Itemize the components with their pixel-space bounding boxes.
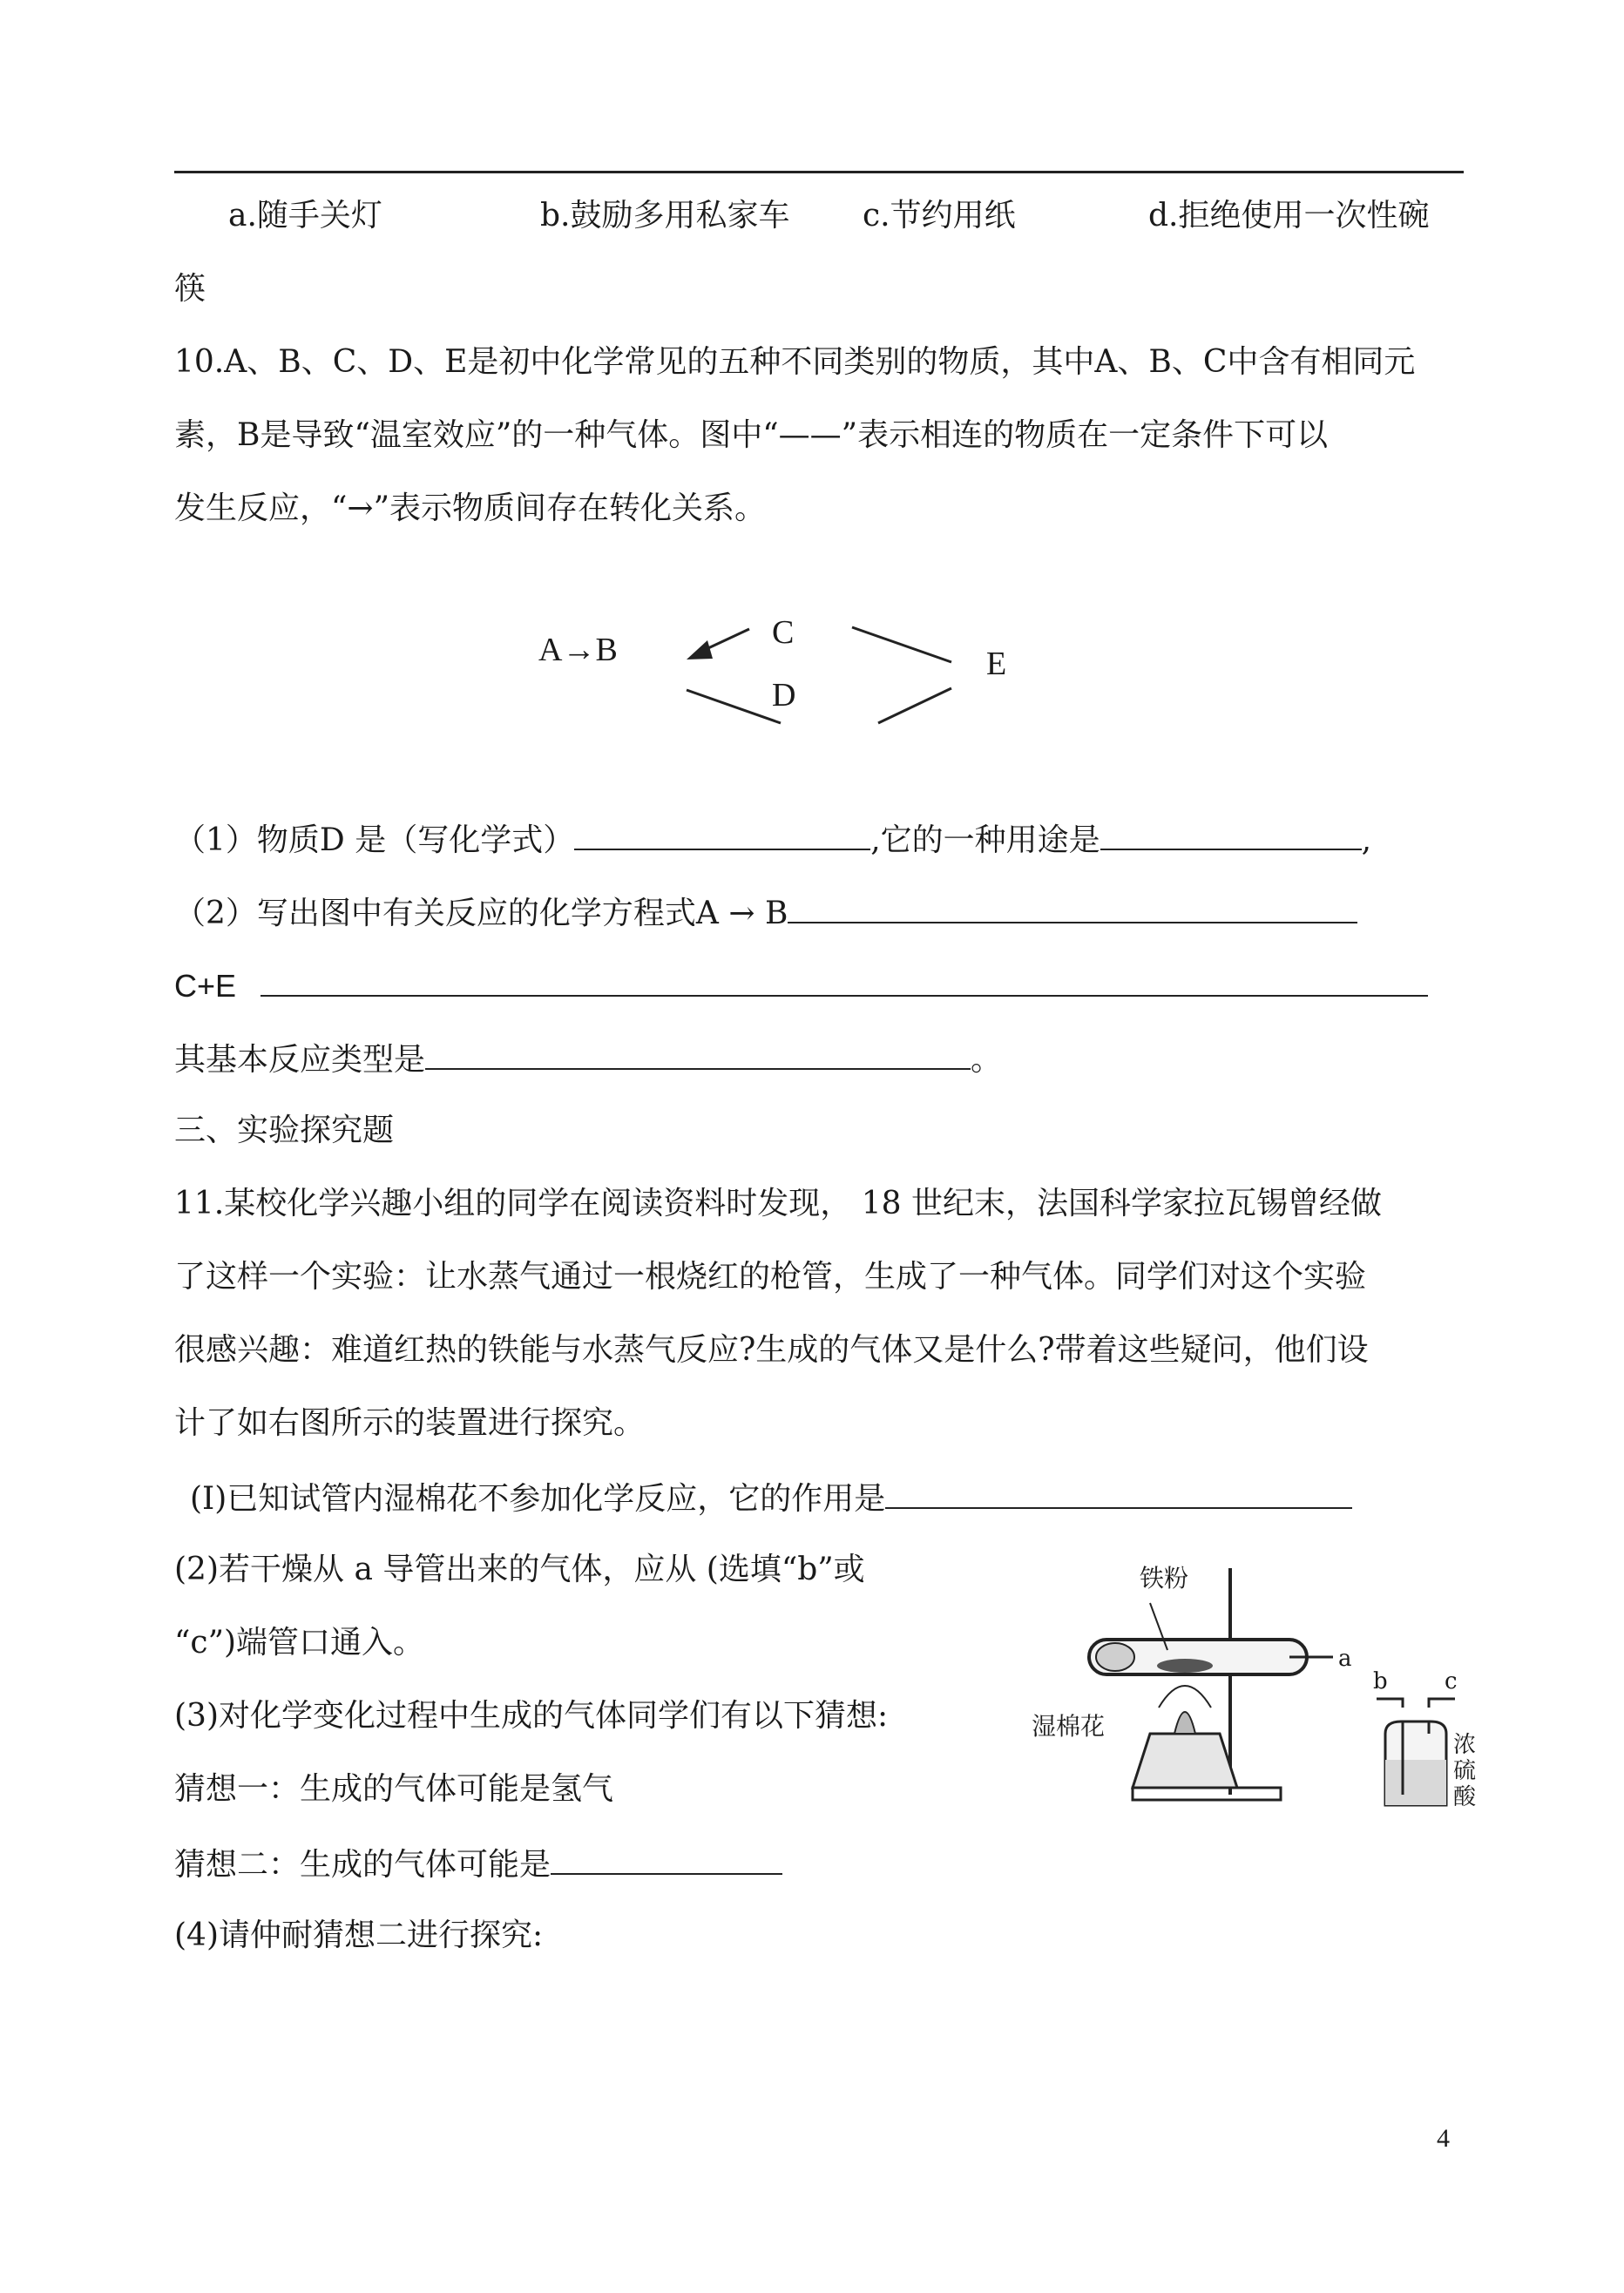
label-port-a: a [1338,1646,1352,1672]
label-port-c: c [1445,1668,1458,1694]
answer-blank-a-to-b[interactable] [788,892,1357,923]
apparatus-figure [1028,1559,1481,1821]
q10-sub1-prefix: （1）物质D 是（写化学式） [174,822,575,858]
q10-line-3: 发生反应，“→”表示物质间存在转化关系。 [174,490,766,526]
answer-blank-cotton-role[interactable] [885,1478,1352,1509]
section-heading: 三、实验探究题 [174,1113,395,1148]
answer-blank-c-plus-e[interactable] [261,965,1428,997]
q10-line-2: 素，B是导致“温室效应”的一种气体。图中“——”表示相连的物质在一定条件下可以 [174,417,1329,453]
q10-line-1: 10.A、B、C、D、E是初中化学常见的五种不同类别的物质，其中A、B、C中含有相同元 [174,344,1416,380]
label-wet-cotton: 湿棉花 [1032,1712,1106,1741]
q10-type [174,1038,1002,1079]
diagram-lines [0,0,1624,784]
diagram-c: C [772,614,795,651]
q10-ce [174,965,1428,1006]
guess-2 [174,1843,782,1884]
q10-sub1-comma: , [1361,822,1372,858]
answer-blank-guess-2[interactable] [551,1843,782,1875]
line-b-d [687,690,781,723]
answer-blank-use[interactable] [1100,819,1362,850]
q10-sub1-use: ,它的一种用途是 [870,822,1100,858]
label-iron-powder: 铁粉 [1140,1564,1189,1593]
q10-type-end: 。 [971,1042,1003,1078]
q11-line-4: 计了如右图所示的装置进行探究。 [174,1405,646,1441]
arrow-head-icon [687,640,713,659]
diagram-a-to-b: A→B [538,632,618,668]
guess-1: 猜想一：生成的气体可能是氢气 [174,1771,614,1807]
q11-sub2-line1: (2)若干燥从 a 导管出来的气体，应从 (选填“b”或 [174,1552,865,1587]
q11-line-2: 了这样一个实验：让水蒸气通过一根烧红的枪管，生成了一种气体。同学们对这个实验 [174,1259,1367,1295]
option-c: c.节约用纸 [863,198,1016,233]
q10-sub1 [174,819,1371,860]
q11-line-1: 11.某校化学兴趣小组的同学在阅读资料时发现， 18 世纪末，法国科学家拉瓦锡曾经做 [174,1186,1382,1221]
q11-sub3: (3)对化学变化过程中生成的气体同学们有以下猜想: [174,1698,889,1734]
label-acid-3: 酸 [1453,1784,1477,1810]
q10-sub2-text: （2）写出图中有关反应的化学方程式A → B [174,896,788,931]
page-number: 4 [1437,2124,1450,2153]
diagram-e: E [986,646,1007,682]
label-acid-1: 浓 [1453,1732,1477,1758]
q11-sub4: (4)请仲耐猜想二进行探究: [174,1918,544,1953]
apparatus-drawing [1028,1559,1481,1821]
q11-sub2-line2: “c”)端管口通入。 [174,1625,425,1661]
option-d: d.拒绝使用一次性碗 [1148,198,1430,233]
guess-2-text: 猜想二：生成的气体可能是 [174,1847,551,1883]
option-b: b.鼓励多用私家车 [540,198,790,233]
line-d-e [878,688,951,723]
q11-line-3: 很感兴趣：难道红热的铁能与水蒸气反应?生成的气体又是什么?带着这些疑问，他们设 [174,1332,1369,1368]
q10-ce-label: C+E [174,968,237,1004]
q11-sub1 [190,1478,1352,1519]
answer-blank-formula[interactable] [574,819,870,850]
option-a: a.随手关灯 [228,198,382,233]
option-d-continued: 筷 [174,271,206,307]
diagram-d: D [772,677,796,714]
label-acid-2: 硫 [1453,1758,1477,1784]
q10-sub2 [174,892,1357,933]
line-c-e [852,627,951,662]
label-port-b: b [1373,1668,1388,1694]
q10-type-label: 其基本反应类型是 [174,1042,426,1078]
q11-sub1-text: (I)已知试管内湿棉花不参加化学反应，它的作用是 [190,1481,886,1517]
answer-blank-reaction-type[interactable] [425,1038,971,1070]
